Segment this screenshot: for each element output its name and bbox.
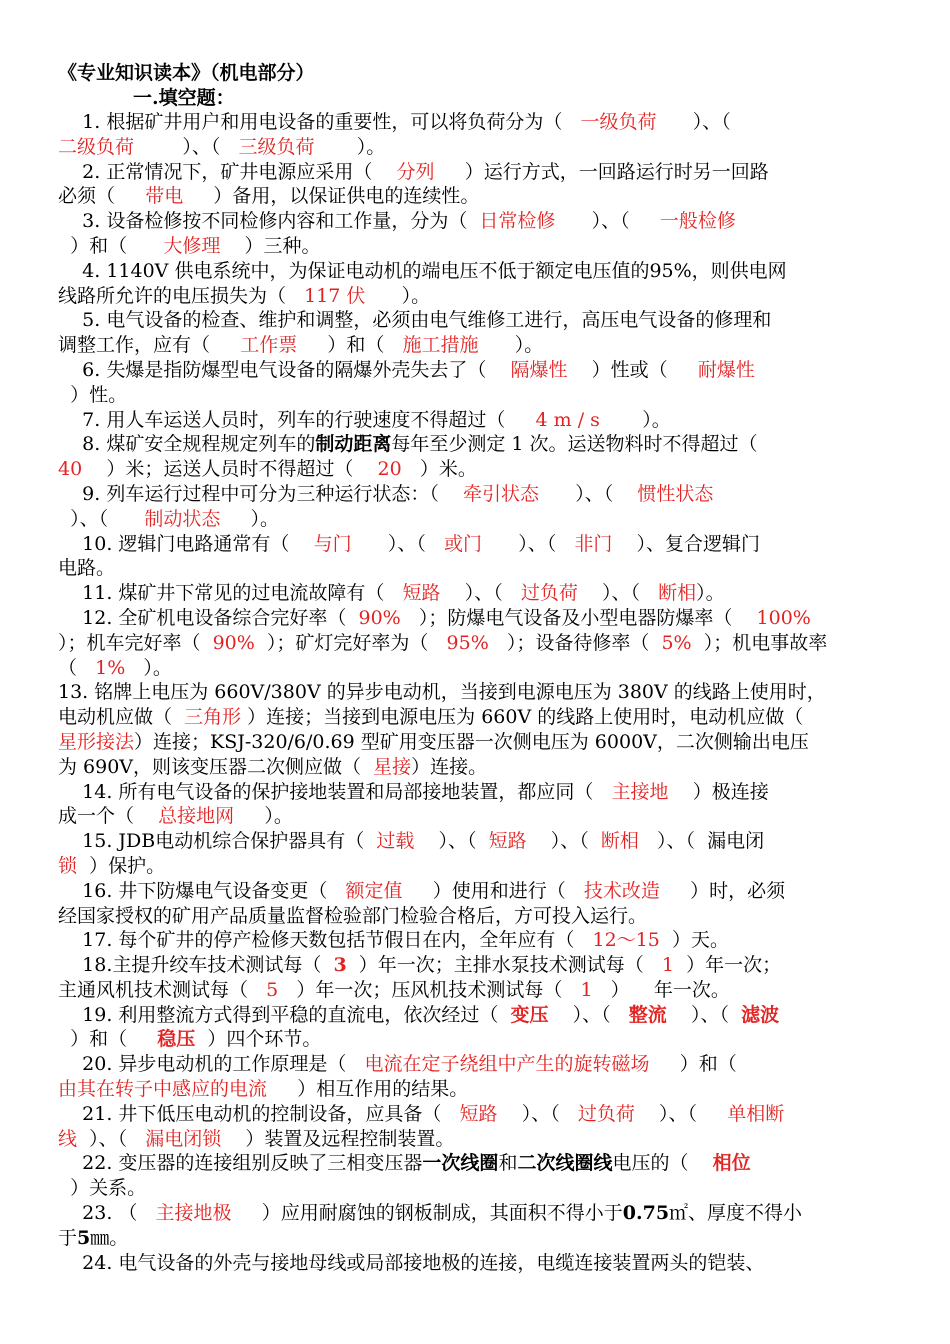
question-text: ）；防爆电气设备及小型电器防爆率（ bbox=[400, 606, 757, 629]
answer-text: 施工措施 bbox=[402, 334, 479, 357]
answer-text: 5% bbox=[661, 631, 692, 654]
question-text: ）连接。 bbox=[411, 755, 488, 778]
question-text: 电路。 bbox=[58, 557, 116, 580]
question-text: 22. 变压器的连接组别反映了三相变压器 bbox=[58, 1152, 423, 1175]
answer-text: 电流在定子绕组中产生的旋转磁场 bbox=[364, 1053, 650, 1076]
answer-text: 锁 bbox=[58, 854, 78, 877]
text-line bbox=[58, 804, 894, 829]
question-text: 21. 井下低压电动机的控制设备，应具备（ bbox=[58, 1102, 460, 1125]
answer-text: 惯性状态 bbox=[637, 482, 714, 505]
text-line bbox=[58, 507, 894, 532]
question-text: ）、（ bbox=[77, 1127, 146, 1150]
text-line bbox=[58, 1226, 894, 1251]
text-line bbox=[58, 656, 894, 681]
answer-text: 大修理 bbox=[163, 234, 221, 257]
question-text: 于 bbox=[58, 1226, 78, 1249]
answer-text: 3 bbox=[333, 954, 347, 977]
question-text: ）三种。 bbox=[220, 234, 321, 257]
question-text: ）、（ bbox=[666, 1003, 742, 1026]
text-line bbox=[58, 904, 894, 929]
answer-text: 制动状态 bbox=[144, 507, 221, 530]
question-text: ）和（ bbox=[58, 1028, 158, 1051]
question-text: 3. 设备检修按不同检修内容和工作量，分为（ bbox=[58, 210, 480, 233]
question-text: 必须（ bbox=[58, 185, 146, 208]
answer-text: 过载 bbox=[376, 830, 415, 853]
text-line bbox=[58, 234, 894, 259]
question-text: ）连接；KSJ-320/6/0.69 型矿用变压器一次侧电压为 6000V，二次侧输出电压 bbox=[134, 730, 809, 753]
answer-text: 漏电闭锁 bbox=[145, 1127, 222, 1150]
question-text: ㎡、厚度不得小 bbox=[669, 1202, 803, 1225]
answer-text: 1% bbox=[95, 656, 126, 679]
question-text: 5. 电气设备的检查、维护和调整，必须由电气维修工进行，高压电气设备的修理和 bbox=[58, 309, 772, 332]
question-text: ）。 bbox=[365, 284, 431, 307]
answer-text: 短路 bbox=[488, 830, 527, 853]
text-line bbox=[58, 1127, 894, 1152]
question-text: ）、（ bbox=[58, 507, 145, 530]
question-text: 一次线圈 bbox=[422, 1152, 499, 1175]
question-text: ）保护。 bbox=[77, 854, 166, 877]
question-text: ）装置及远程控制装置。 bbox=[221, 1127, 455, 1150]
answer-text: 1 bbox=[580, 978, 593, 1001]
answer-text: 与门 bbox=[313, 532, 352, 555]
question-text: ）性。 bbox=[58, 383, 128, 406]
question-text: ）。 bbox=[478, 334, 544, 357]
answer-text: 隔爆性 bbox=[510, 358, 568, 381]
text-line bbox=[58, 1052, 894, 1077]
text-line bbox=[58, 631, 894, 656]
question-text: 制动距离 bbox=[315, 433, 392, 456]
answer-text: 总接地网 bbox=[158, 805, 235, 828]
question-text: （ bbox=[58, 656, 96, 679]
question-text: ）。 bbox=[125, 656, 172, 679]
answer-text: 一级负荷 bbox=[580, 111, 657, 133]
text-line bbox=[58, 135, 894, 160]
text-line bbox=[58, 284, 894, 309]
answer-text: 相位 bbox=[712, 1152, 751, 1175]
document-title: 《专业知识读本》（机电部分） bbox=[58, 62, 315, 84]
question-text: ）、（ bbox=[555, 210, 660, 233]
answer-text: 或门 bbox=[443, 532, 482, 555]
question-text: 漏电闭 bbox=[707, 830, 765, 853]
answer-text: 滤波 bbox=[741, 1003, 780, 1026]
question-text: ）年一次；压风机技术测试每（ bbox=[278, 978, 581, 1001]
answer-text: 由其在转子中感应的电流 bbox=[58, 1078, 268, 1101]
question-text: 14. 所有电气设备的保护接地装置和局部接地装置，都应同（ bbox=[58, 780, 612, 803]
question-text: ）使用和进行（ bbox=[402, 879, 584, 902]
answer-text: 牵引状态 bbox=[463, 482, 540, 505]
question-text: ） 年一次。 bbox=[592, 978, 730, 1001]
question-text: ）。 bbox=[220, 507, 280, 530]
answer-text: 100% bbox=[756, 606, 811, 629]
text-line bbox=[58, 1102, 894, 1127]
text-line bbox=[58, 953, 894, 978]
question-text: 24. 电气设备的外壳与接地母线或局部接地极的连接，电缆连接装置两头的铠装、 bbox=[58, 1251, 765, 1274]
answer-text: 断相 bbox=[658, 582, 697, 605]
question-text: 成一个（ bbox=[58, 805, 159, 828]
question-text: 5 bbox=[77, 1226, 91, 1249]
question-text: 和 bbox=[498, 1152, 518, 1175]
text-line bbox=[58, 829, 894, 854]
answer-text: 非门 bbox=[574, 532, 613, 555]
question-text: 12. 全矿机电设备综合完好率（ bbox=[58, 606, 359, 629]
question-text: 18.主提升绞车技术测试每（ bbox=[58, 954, 334, 977]
answer-text: 一般检修 bbox=[659, 210, 736, 233]
question-text: 1. 根据矿井用户和用电设备的重要性，可以将负荷分为（ bbox=[58, 111, 581, 133]
question-text: ）和（ bbox=[649, 1053, 737, 1076]
answer-text: 三级负荷 bbox=[238, 135, 315, 158]
question-text: ）时，必须 bbox=[659, 879, 786, 902]
question-text: ）、（ bbox=[656, 111, 731, 133]
answer-text: 工作票 bbox=[240, 334, 298, 357]
answer-text: 过负荷 bbox=[577, 1102, 635, 1125]
answer-text: 95% bbox=[446, 631, 489, 654]
text-line bbox=[58, 1077, 894, 1102]
question-text: 6. 失爆是指防爆型电气设备的隔爆外壳失去了（ bbox=[58, 358, 511, 381]
question-text: 9. 列车运行过程中可分为三种运行状态：（ bbox=[58, 482, 463, 505]
question-text: ）应用耐腐蚀的钢板制成，其面积不得小于 bbox=[231, 1202, 623, 1225]
answer-text: 90% bbox=[358, 606, 401, 629]
text-line bbox=[58, 978, 894, 1003]
answer-text: 耐爆性 bbox=[697, 358, 755, 381]
question-text: 20. 异步电动机的工作原理是（ bbox=[58, 1053, 365, 1076]
answer-text: 星接 bbox=[373, 755, 412, 778]
question-text: 主通风机技术测试每（ bbox=[58, 978, 267, 1001]
question-text: 8. 煤矿安全规程规定列车的 bbox=[58, 433, 316, 456]
question-text: ）、（ bbox=[481, 532, 575, 555]
answer-text: 带电 bbox=[145, 185, 184, 208]
text-line bbox=[58, 358, 894, 383]
document-page bbox=[58, 60, 894, 1275]
question-text: ）、（ bbox=[134, 135, 239, 158]
text-line bbox=[58, 432, 894, 457]
answer-text: 主接地 bbox=[611, 780, 669, 803]
text-line bbox=[58, 755, 894, 780]
question-text: 4. 1140V 供电系统中，为保证电动机的端电压不低于额定电压值的95%，则供电网 bbox=[58, 259, 787, 282]
question-text: ）、（ bbox=[539, 482, 638, 505]
answer-text: 变压 bbox=[510, 1003, 549, 1026]
question-text: ）性或（ bbox=[567, 358, 698, 381]
question-text: ）、（ bbox=[526, 830, 601, 853]
question-text: ）、（ bbox=[638, 830, 708, 853]
text-line bbox=[58, 780, 894, 805]
question-text: 19. 利用整流方式得到平稳的直流电，依次经过（ bbox=[58, 1003, 511, 1026]
question-text: 为 690V，则该变压器二次侧应做（ bbox=[58, 755, 374, 778]
answer-text: 1 bbox=[661, 954, 674, 977]
question-text: 二次线圈线 bbox=[517, 1152, 613, 1175]
text-line bbox=[58, 383, 894, 408]
question-text: ）连接；当接到电源电压为 660V 的线路上使用时，电动机应做（ bbox=[241, 706, 804, 729]
section-heading: 一.填空题： bbox=[133, 87, 235, 109]
text-line bbox=[58, 259, 894, 284]
text-line bbox=[58, 482, 894, 507]
text-line bbox=[58, 184, 894, 209]
question-text: ）。 bbox=[314, 135, 386, 158]
answer-text: 117 伏 bbox=[304, 284, 366, 307]
question-text: ）、（ bbox=[497, 1102, 578, 1125]
question-text: 23. （ bbox=[58, 1202, 156, 1225]
answer-text: 分列 bbox=[396, 160, 435, 183]
question-text: ）；机电事故率 bbox=[691, 631, 828, 654]
question-list bbox=[58, 110, 894, 1275]
answer-text: 主接地极 bbox=[155, 1202, 232, 1225]
question-text: ）米；运送人员时不得超过（ bbox=[82, 458, 378, 481]
text-line bbox=[58, 1201, 894, 1226]
text-line bbox=[58, 209, 894, 234]
question-text: ）、（ bbox=[440, 582, 521, 605]
text-line bbox=[58, 606, 894, 631]
question-text: ）米。 bbox=[401, 458, 477, 481]
question-text: 17. 每个矿井的停产检修天数包括节假日在内，全年应有（ bbox=[58, 929, 593, 952]
question-text: ）、（ bbox=[414, 830, 489, 853]
text-line bbox=[58, 928, 894, 953]
answer-text: 12～15 bbox=[592, 929, 660, 952]
question-text: 10. 逻辑门电路通常有（ bbox=[58, 532, 314, 555]
question-text: 0.75 bbox=[622, 1202, 670, 1225]
question-text: 7. 用人车运送人员时，列车的行驶速度不得超过（ bbox=[58, 408, 536, 431]
question-text: ）、（ bbox=[548, 1003, 629, 1026]
question-text: ）天。 bbox=[659, 929, 729, 952]
question-text: 16. 井下防爆电气设备变更（ bbox=[58, 879, 346, 902]
text-line bbox=[58, 160, 894, 185]
answer-text: 短路 bbox=[459, 1102, 498, 1125]
text-line bbox=[58, 730, 894, 755]
question-text: ）；设备待修率（ bbox=[488, 631, 662, 654]
question-text: 每年至少测定 1 次。运送物料时不得超过（ bbox=[391, 433, 758, 456]
question-text: ）；机车完好率（ bbox=[58, 631, 213, 654]
answer-text: 断相 bbox=[600, 830, 639, 853]
question-text: 调整工作，应有（ bbox=[58, 334, 241, 357]
answer-text: 40 bbox=[58, 458, 83, 481]
question-text: ）、复合逻辑门 bbox=[612, 532, 761, 555]
question-text: ）备用，以保证供电的连续性。 bbox=[183, 185, 480, 208]
answer-text: 日常检修 bbox=[479, 210, 556, 233]
question-text: ）和（ bbox=[58, 234, 164, 257]
question-text: ）极连接 bbox=[668, 780, 769, 803]
answer-text: 20 bbox=[377, 458, 402, 481]
text-line bbox=[58, 1176, 894, 1201]
text-line bbox=[58, 1003, 894, 1028]
question-text: ）。 bbox=[696, 582, 725, 605]
text-line bbox=[58, 110, 894, 135]
answer-text: 过负荷 bbox=[520, 582, 578, 605]
question-text: 线路所允许的电压损失为（ bbox=[58, 284, 305, 307]
answer-text: 4 m / s bbox=[535, 408, 600, 431]
question-text: ）。 bbox=[234, 805, 293, 828]
question-text: ）；矿灯完好率为（ bbox=[254, 631, 447, 654]
question-text: 电压的（ bbox=[612, 1152, 713, 1175]
text-line bbox=[58, 408, 894, 433]
text-line bbox=[58, 581, 894, 606]
answer-text: 5 bbox=[266, 978, 279, 1001]
answer-text: 整流 bbox=[628, 1003, 667, 1026]
question-text: ）、（ bbox=[351, 532, 444, 555]
text-line bbox=[58, 1027, 894, 1052]
text-line bbox=[58, 532, 894, 557]
question-text: ）运行方式，一回路运行时另一回路 bbox=[434, 160, 769, 183]
answer-text: 二级负荷 bbox=[58, 135, 135, 158]
question-text: ）四个环节。 bbox=[195, 1028, 322, 1051]
question-text: ）、（ bbox=[634, 1102, 728, 1125]
question-text: 13. 铭牌上电压为 660V/380V 的异步电动机，当接到电源电压为 380V 的线路上使用时， bbox=[58, 681, 826, 704]
question-text: 15. JDB电动机综合保护器具有（ bbox=[58, 830, 377, 853]
text-line bbox=[58, 680, 894, 705]
question-text: ）。 bbox=[599, 408, 671, 431]
answer-text: 线 bbox=[58, 1127, 78, 1150]
text-line bbox=[58, 705, 894, 730]
question-text: ㎜。 bbox=[90, 1226, 129, 1249]
question-text: ）和（ bbox=[297, 334, 403, 357]
answer-text: 单相断 bbox=[727, 1102, 785, 1125]
question-text: ）关系。 bbox=[58, 1177, 147, 1200]
text-line bbox=[58, 333, 894, 358]
question-text: ）年一次；主排水泵技术测试每（ bbox=[346, 954, 662, 977]
text-line bbox=[58, 879, 894, 904]
answer-text: 技术改造 bbox=[583, 879, 660, 902]
question-text: ）相互作用的结果。 bbox=[267, 1078, 469, 1101]
text-line bbox=[58, 308, 894, 333]
question-text: 11. 煤矿井下常见的过电流故障有（ bbox=[58, 582, 403, 605]
question-text: ）年一次； bbox=[674, 954, 782, 977]
text-line bbox=[58, 556, 894, 581]
answer-text: 短路 bbox=[402, 582, 441, 605]
question-text: 2. 正常情况下，矿井电源应采用（ bbox=[58, 160, 397, 183]
answer-text: 稳压 bbox=[157, 1028, 196, 1051]
question-text: 电动机应做（ bbox=[58, 706, 185, 729]
text-line bbox=[58, 1251, 894, 1276]
answer-text: 90% bbox=[212, 631, 255, 654]
answer-text: 三角形 bbox=[184, 706, 242, 729]
answer-text: 星形接法 bbox=[58, 730, 135, 753]
text-line bbox=[58, 854, 894, 879]
question-text: ）、（ bbox=[577, 582, 659, 605]
text-line bbox=[58, 457, 894, 482]
answer-text: 额定值 bbox=[345, 879, 403, 902]
question-text: 经国家授权的矿用产品质量监督检验部门检验合格后，方可投入运行。 bbox=[58, 904, 648, 927]
text-line bbox=[58, 1151, 894, 1176]
